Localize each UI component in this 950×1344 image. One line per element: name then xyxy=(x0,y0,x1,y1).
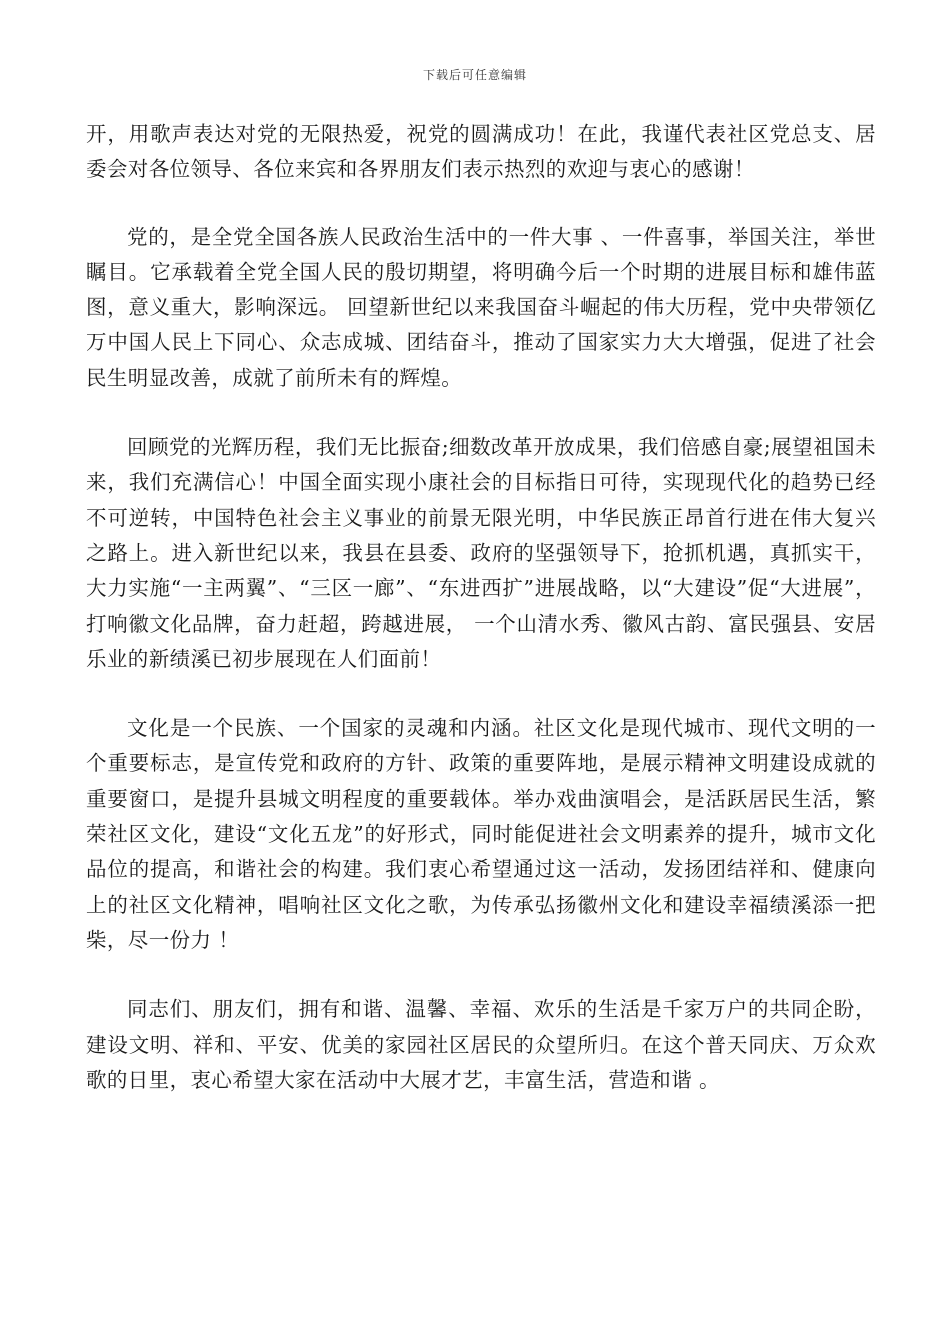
paragraph-5: 同志们、朋友们，拥有和谐、温馨、幸福、欢乐的生活是千家万户的共同企盼，建设文明、祥和、平安、优美的家园社区居民的众望所归。在这个普天同庆、万众欢歌的日里，衷心希望大家在活动中大展才艺，丰富生活，营造和谐 。 xyxy=(86,997,876,1092)
document-body xyxy=(86,117,876,1132)
paragraph-4: 文化是一个民族、一个国家的灵魂和内涵。社区文化是现代城市、现代文明的一个重要标志，是宣传党和政府的方针、政策的重要阵地，是展示精神文明建设成就的重要窗口，是提升县城文明程度的重要载体。举办戏曲演唱会，是活跃居民生活，繁荣社区文化，建设“文化五龙”的好形式，同时能促进社会文明素养的提升，城市文化品位的提高，和谐社会的构建。我们衷心希望通过这一活动，发扬团结祥和、健康向上的社区文化精神，唱响社区文化之歌，为传承弘扬徽州文化和建设幸福绩溪添一把柴，尽一份力 ！ xyxy=(86,716,876,952)
paragraph-2: 党的，是全党全国各族人民政治生活中的一件大事 、一件喜事，举国关注，举世瞩目。它承载着全党全国人民的殷切期望，将明确今后一个时期的进展目标和雄伟蓝图，意义重大，影响深远。 回望新世纪以来我国奋斗崛起的伟大历程，党中央带领亿万中国人民上下同心、众志成城、团结奋斗，推动了国家实力大大增强，促进了社会民生明显改善，成就了前所未有的辉煌。 xyxy=(86,224,876,390)
page-header-note: 下载后可任意编辑 xyxy=(422,68,527,82)
paragraph-3: 回顾党的光辉历程，我们无比振奋;细数改革开放成果，我们倍感自豪;展望祖国未来，我们充满信心！中国全面实现小康社会的目标指日可待，实现现代化的趋势已经不可逆转，中国特色社会主义事业的前景无限光明，中华民族正昂首行进在伟大复兴之路上。进入新世纪以来，我县在县委、政府的坚强领导下，抢抓机遇，真抓实干，大力实施“一主两翼”、“三区一廊”、“东进西扩”进展战略，以“大建设”促“大进展”，打响徽文化品牌，奋力赶超，跨越进展， 一个山清水秀、徽风古韵、富民强县、安居乐业的新绩溪已初步展现在人们面前！ xyxy=(86,435,876,671)
paragraph-1: 开，用歌声表达对党的无限热爱，祝党的圆满成功！在此，我谨代表社区党总支、居委会对各位领导、各位来宾和各界朋友们表示热烈的欢迎与衷心的感谢！ xyxy=(86,122,876,182)
